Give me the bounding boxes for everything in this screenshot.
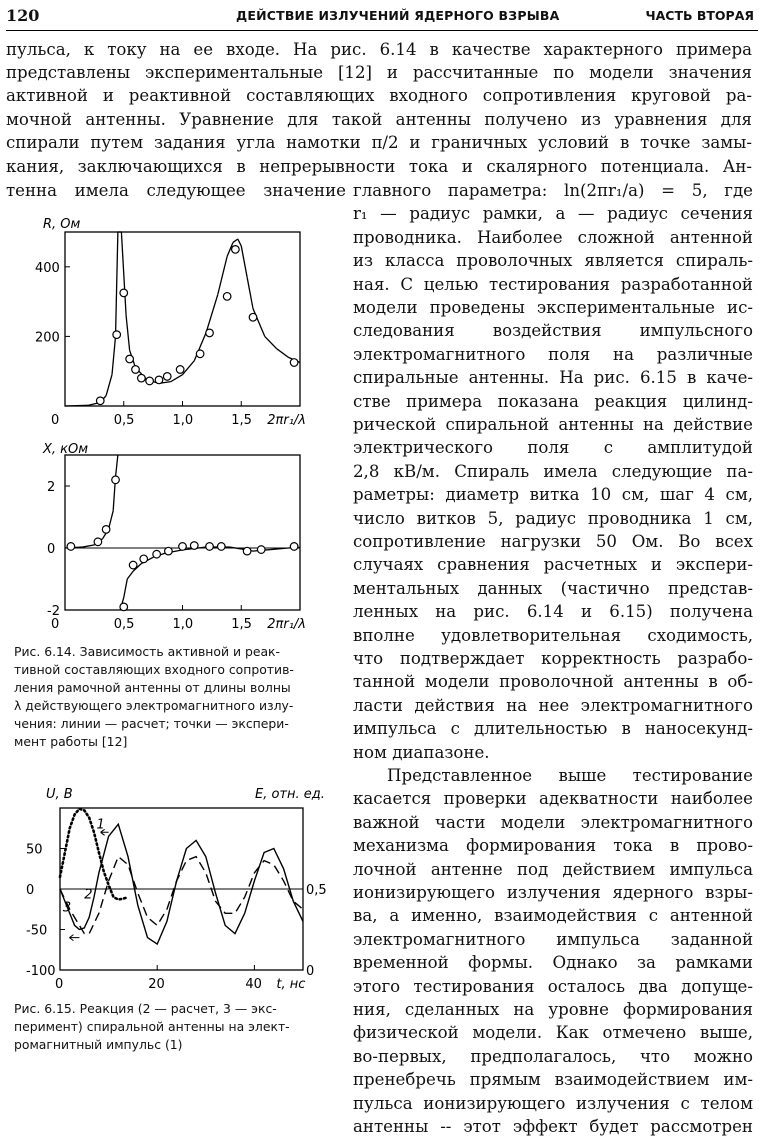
exp-point-x [165,547,173,555]
text-line: ния, сделанных на уровне формирования [353,1000,753,1019]
exp-point-x [153,550,161,558]
x-tick-label-u: 20 [148,977,165,992]
text-line: сопротивление нагрузки 50 Ом. Во всех [353,532,753,551]
exp-point-r [249,313,257,321]
text-line: число витков 5, радиус проводника 1 см, [353,508,753,528]
text-line: пульса, к току на ее входе. На рис. 6.14 в качестве характерного примера [6,40,752,59]
y-tick-label-x: 2 [47,480,56,495]
exp-point-r [126,355,134,363]
text-line: Представленное выше тестирование [387,766,753,785]
text-line: пренебречь прямым взаимодействием им- [353,1070,753,1090]
x-tick-label-r: 0 [51,413,60,428]
text-line: кания, заключающихся в непрерывности тока и скалярного потенциала. Ан- [6,157,752,176]
curve-segment-r [233,239,238,242]
curve-segment-r [247,277,253,308]
caption-line: λ действующего электромагнитного излу- [14,698,294,713]
x-tick-label-r: 1,0 [172,413,194,428]
text-line: спирали путем задания угла намотки π/2 и граничных условий в точке замы- [6,133,752,152]
running-title: ДЕЙСТВИЕ ИЗЛУЧЕНИЙ ЯДЕРНОГО ВЗРЫВА [236,8,560,23]
y-tick-label-r: 400 [35,260,60,276]
exp-point-x [129,561,137,569]
curve-segment-r [277,349,289,358]
series-2-line [60,824,303,944]
caption-line: Рис. 6.15. Реакция (2 — расчет, 3 — экс- [14,1001,277,1016]
text-line: раметры: диаметр витка 10 см, шаг 4 см, [353,485,753,505]
text-line: электрического поля с амплитудой [353,438,753,458]
x-tick-label-r: 1,5 [231,413,252,428]
curve-segment-r [265,336,277,348]
exp-point-x [257,546,265,554]
x-tick-label-x: 1,0 [172,617,194,630]
exp-point-x [290,543,298,551]
text-line: ва, а именно, взаимодействия с антенной [353,906,753,926]
text-line: электромагнитного импульса заданной [353,929,753,949]
exp-point-r [290,359,298,367]
series-1-line [60,809,128,900]
curve-segment-r [116,232,118,336]
figure-6-14 [0,210,340,630]
curve-segment-x [83,545,95,547]
exp-point-x [120,603,128,611]
ylabel-x: X, кОм [43,442,89,457]
x-tick-label-r: 0,5 [113,413,135,428]
exp-point-r [206,329,214,337]
y-tick-label-u: 0 [26,883,35,898]
exp-point-x [190,542,198,550]
curve-segment-r [218,256,227,294]
text-line: спиральные антенны. На рис. 6.15 в каче- [353,368,753,388]
curve-label-2: 2 [84,887,93,903]
text-line: важной части модели электромагнитного [353,812,753,832]
curve-segment-r [238,239,242,246]
ylabel-left: U, В [46,787,73,802]
text-line: механизма формирования тока в прово- [353,836,753,856]
series-3-line [60,857,303,934]
curve-segment-x [116,455,118,477]
plot-frame-r [65,232,300,406]
text-line: лочной антенне под действием импульса [353,859,753,879]
curve-segment-r [183,361,195,375]
caption-line: ромагнитный импульс (1) [14,1037,183,1052]
y-tick-label-x: -2 [47,604,60,619]
text-line: представлены экспериментальные [12] и рассчитанные по модели значения [6,63,752,82]
text-line: из класса проволочных является спираль- [353,251,753,271]
curve-segment-r [65,405,89,406]
xlabel-x: 2πr₁/λ [267,617,306,630]
y-tick-label-right: 0,5 [306,883,327,898]
curve-label-1: 1 [96,817,105,833]
exp-point-x [179,543,187,551]
text-line: что подтверждает корректность разрабо- [353,649,753,668]
text-line: модели проведены экспериментальные ис- [353,298,753,317]
caption-line: мент работы [12] [14,734,128,749]
x-tick-label-x: 0,5 [113,617,135,630]
curve-segment-r [106,375,112,396]
ylabel-right: E, отн. ед. [255,787,325,802]
text-line: пульса ионизирующего излучения с телом [353,1093,753,1113]
exp-point-r [196,350,204,358]
exp-point-x [206,543,214,551]
curve-segment-x [124,579,128,598]
exp-point-r [146,377,154,385]
exp-point-r [163,373,171,381]
xlabel-r: 2πr₁/λ [267,413,306,428]
y-tick-label-r: 200 [35,330,60,346]
exp-point-x [140,555,148,563]
exp-point-r [120,289,128,297]
y-tick-label-x: 0 [47,542,56,557]
plot-frame-x [65,455,300,610]
x-tick-label-u: 0 [55,977,64,992]
text-line: тенна имела следующее значение [6,181,346,200]
text-line: r₁ — радиус рамки, a — радиус сечения [353,204,753,224]
text-line: 2,8 кВ/м. Спираль имела следующие па- [353,461,753,481]
y-tick-label-u: -100 [26,964,56,979]
caption-line: чения: линии — расчет; точки — экспери- [14,716,289,731]
ylabel-r: R, Ом [43,217,81,232]
exp-point-r [155,376,163,384]
curve-segment-r [253,309,265,337]
y-tick-label-u: -50 [26,923,48,939]
exp-point-r [96,397,104,405]
curve-segment-r [112,336,116,374]
text-line: электромагнитного поля на различные [353,344,753,364]
text-line: проводника. Наиболее сложной антенной [353,227,753,247]
header-rule [6,30,758,31]
text-line: главного параметра: ln(2πr₁/a) = 5, где [353,181,753,200]
text-line: следования воздействия импульсного [353,321,753,341]
exp-point-x [94,538,102,546]
text-line: вполне удовлетворительная сходимость, [353,625,753,645]
text-line: ионизирующего излучения ядерного взры- [353,883,753,902]
caption-line: ления рамочной антенны от длины волны [14,680,291,695]
caption-line: тивной составляющих входного сопротив- [14,662,294,677]
curve-segment-r [241,246,247,277]
text-line: мочной антенны. Уравнение для такой антенны получено из уравнения для [6,110,752,129]
text-line: импульса с длительностью в наносекунд- [353,719,753,739]
text-line: танной модели проволочной антенны в об- [353,672,753,692]
caption-line: Рис. 6.14. Зависимость активной и реак- [14,644,280,659]
exp-point-x [67,543,75,551]
page-number: 120 [6,6,40,25]
exp-point-r [138,374,146,382]
exp-point-r [176,366,184,374]
page-header [6,4,758,26]
figure-6-15 [0,780,345,995]
curve-label-3: 3 [62,900,72,916]
exp-point-x [217,543,225,551]
text-line: случаях сравнения расчетных и экспери- [353,555,753,575]
text-line: физической модели. Как отмечено выше, [353,1023,753,1043]
text-line: ная. С целью тестирования разработанной [353,274,753,294]
xlabel-u: t, нс [276,977,306,992]
caption-line: перимент) спиральной антенны на элект- [14,1019,290,1034]
x-tick-label-u: 40 [245,977,262,992]
curve-segment-x [127,571,133,579]
x-tick-label-x: 1,5 [231,617,252,630]
text-line: ном диапазоне. [353,742,490,762]
curve-segment-r [121,232,126,316]
text-line: касается проверки адекватности наиболее [353,789,753,809]
y-tick-label-right: 0 [306,964,315,979]
part-label: ЧАСТЬ ВТОРАЯ [645,8,754,23]
text-line: антенны -- этот эффект будет рассмотрен [353,1117,753,1136]
text-line: ласти действия на нее электромагнитного [353,695,753,715]
exp-point-x [102,526,110,534]
text-line: активной и реактивной составляющих входного сопротивления круговой ра- [6,86,752,105]
exp-point-x [243,547,251,555]
text-line: временной формы. Однако за рамками [353,953,753,973]
exp-point-r [223,293,231,301]
text-line: рической спиральной антенны на действие [353,415,753,434]
x-tick-label-x: 0 [51,617,60,630]
exp-point-x [112,476,120,484]
y-tick-label-u: 50 [26,842,43,858]
curve-segment-r [206,295,218,333]
exp-point-r [232,246,240,254]
exp-point-r [132,366,140,374]
curve-segment-r [126,316,130,351]
curve-segment-r [171,375,183,382]
text-line: во-первых, предполагалось, что можно [353,1046,753,1066]
arrow-curve-3 [69,935,79,941]
text-line: стве примера показана реакция цилинд- [353,391,753,411]
text-line: этого тестирования осталось два допуще- [353,976,753,996]
exp-point-r [113,331,121,339]
curve-segment-x [230,547,242,549]
text-line: ментальных данных (частично представ- [353,578,753,598]
text-line: ленных на рис. 6.14 и 6.15) получена [353,602,753,622]
